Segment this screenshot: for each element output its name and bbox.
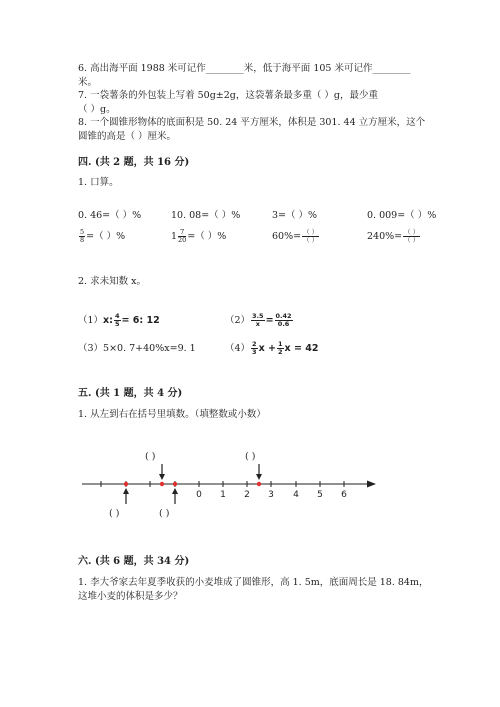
calc-r2c1: $\frac{5}{8}$ =（ ）% [80, 228, 126, 244]
equation-3: （3）5×0. 7+40%x=9. 1 [78, 343, 196, 354]
q8-line1: 8. 一个圆锥形物体的底面积是 50. 24 平方厘米，体积是 301. 44 立方厘米，这个 [78, 117, 426, 128]
equation-1: （1）x: $\frac{4}{5}$ = 6: 12 [78, 312, 160, 328]
tick-label-1: 1 [220, 490, 226, 500]
fraction: $\frac{5}{8}$ [80, 228, 85, 244]
point-b [160, 482, 164, 486]
wheat-question-line1: 1. 李大爷家去年夏季收获的小麦堆成了圆锥形，高 1. 5m，底面周长是 18. 84m， [78, 577, 429, 588]
point-d [257, 482, 261, 486]
calc-r1c3: 3=（ ）% [272, 210, 318, 221]
down-arrow-2 [256, 464, 262, 480]
point-a [124, 482, 128, 486]
calc-r2c4: 240%= $\frac{( )}{( )}$ [367, 228, 420, 244]
equation-2: （2） $\frac{3.5}{x}$ = $\frac{0.42}{0.6}$ [225, 312, 292, 328]
fraction: $\frac{2}{3}$ [252, 340, 257, 356]
up-arrow-2 [172, 488, 178, 504]
calc-r1c4: 0. 009=（ ）% [367, 210, 437, 221]
q6-line2: 米。 [78, 77, 98, 88]
tick-label-6: 6 [341, 490, 347, 500]
calc-r2c3: 60%= $\frac{( )}{( )}$ [272, 228, 319, 244]
q6-line1: 6. 高出海平面 1988 米可记作________米，低于海平面 105 米可记作________ [78, 63, 411, 74]
equation-4: （4） $\frac{2}{3}$ x + $\frac{1}{2}$ x = 42 [225, 340, 319, 356]
calc-r2c2: 1 $\frac{7}{20}$ =（ ）% [171, 228, 227, 244]
fraction: $\frac{4}{5}$ [114, 312, 120, 328]
point-c [173, 482, 177, 486]
fraction: $\frac{7}{20}$ [178, 228, 187, 244]
section-4-title: 四. (共 2 题，共 16 分) [78, 157, 190, 168]
tick-label-5: 5 [317, 490, 323, 500]
blank-top-2: ( ) [245, 451, 256, 462]
tick-label-0: 0 [196, 490, 202, 500]
fraction: $\frac{0.42}{0.6}$ [275, 312, 292, 328]
up-arrow-1 [123, 488, 129, 504]
q8-line2: 圆锥的高是（ ）厘米。 [78, 131, 177, 142]
blank-bottom-1: ( ) [109, 508, 120, 519]
wheat-question-line2: 这堆小麦的体积是多少？ [78, 591, 183, 602]
q7-line1: 7. 一袋薯条的外包装上写着 50g±2g，这袋薯条最多重（ ）g，最少重 [78, 90, 378, 101]
section-6-title: 六. (共 6 题，共 34 分) [78, 556, 190, 567]
tick-label-3: 3 [268, 490, 274, 500]
calc-r1c1: 0. 46=（ ）% [78, 210, 142, 221]
tick-label-4: 4 [293, 490, 299, 500]
fraction: $\frac{( )}{( )}$ [303, 228, 319, 244]
blank-bottom-2: ( ) [159, 508, 170, 519]
q7-line2: （ ）g。 [78, 104, 116, 115]
number-line-instruction: 1. 从左到右在括号里填数。（填整数或小数） [78, 409, 266, 420]
section-5-title: 五. (共 1 题，共 4 分) [78, 388, 183, 399]
fraction: $\frac{1}{2}$ [277, 340, 283, 356]
tick-label-2: 2 [244, 490, 250, 500]
calc-r1c2: 10. 08=（ ）% [171, 210, 241, 221]
solve-x-label: 2. 求未知数 x。 [78, 276, 146, 287]
fraction: $\frac{( )}{( )}$ [404, 228, 420, 244]
blank-top-1: ( ) [145, 451, 156, 462]
down-arrow-1 [159, 464, 165, 480]
axis-arrow [367, 481, 376, 488]
mental-math-label: 1. 口算。 [78, 177, 119, 188]
fraction: $\frac{3.5}{x}$ [252, 312, 264, 328]
